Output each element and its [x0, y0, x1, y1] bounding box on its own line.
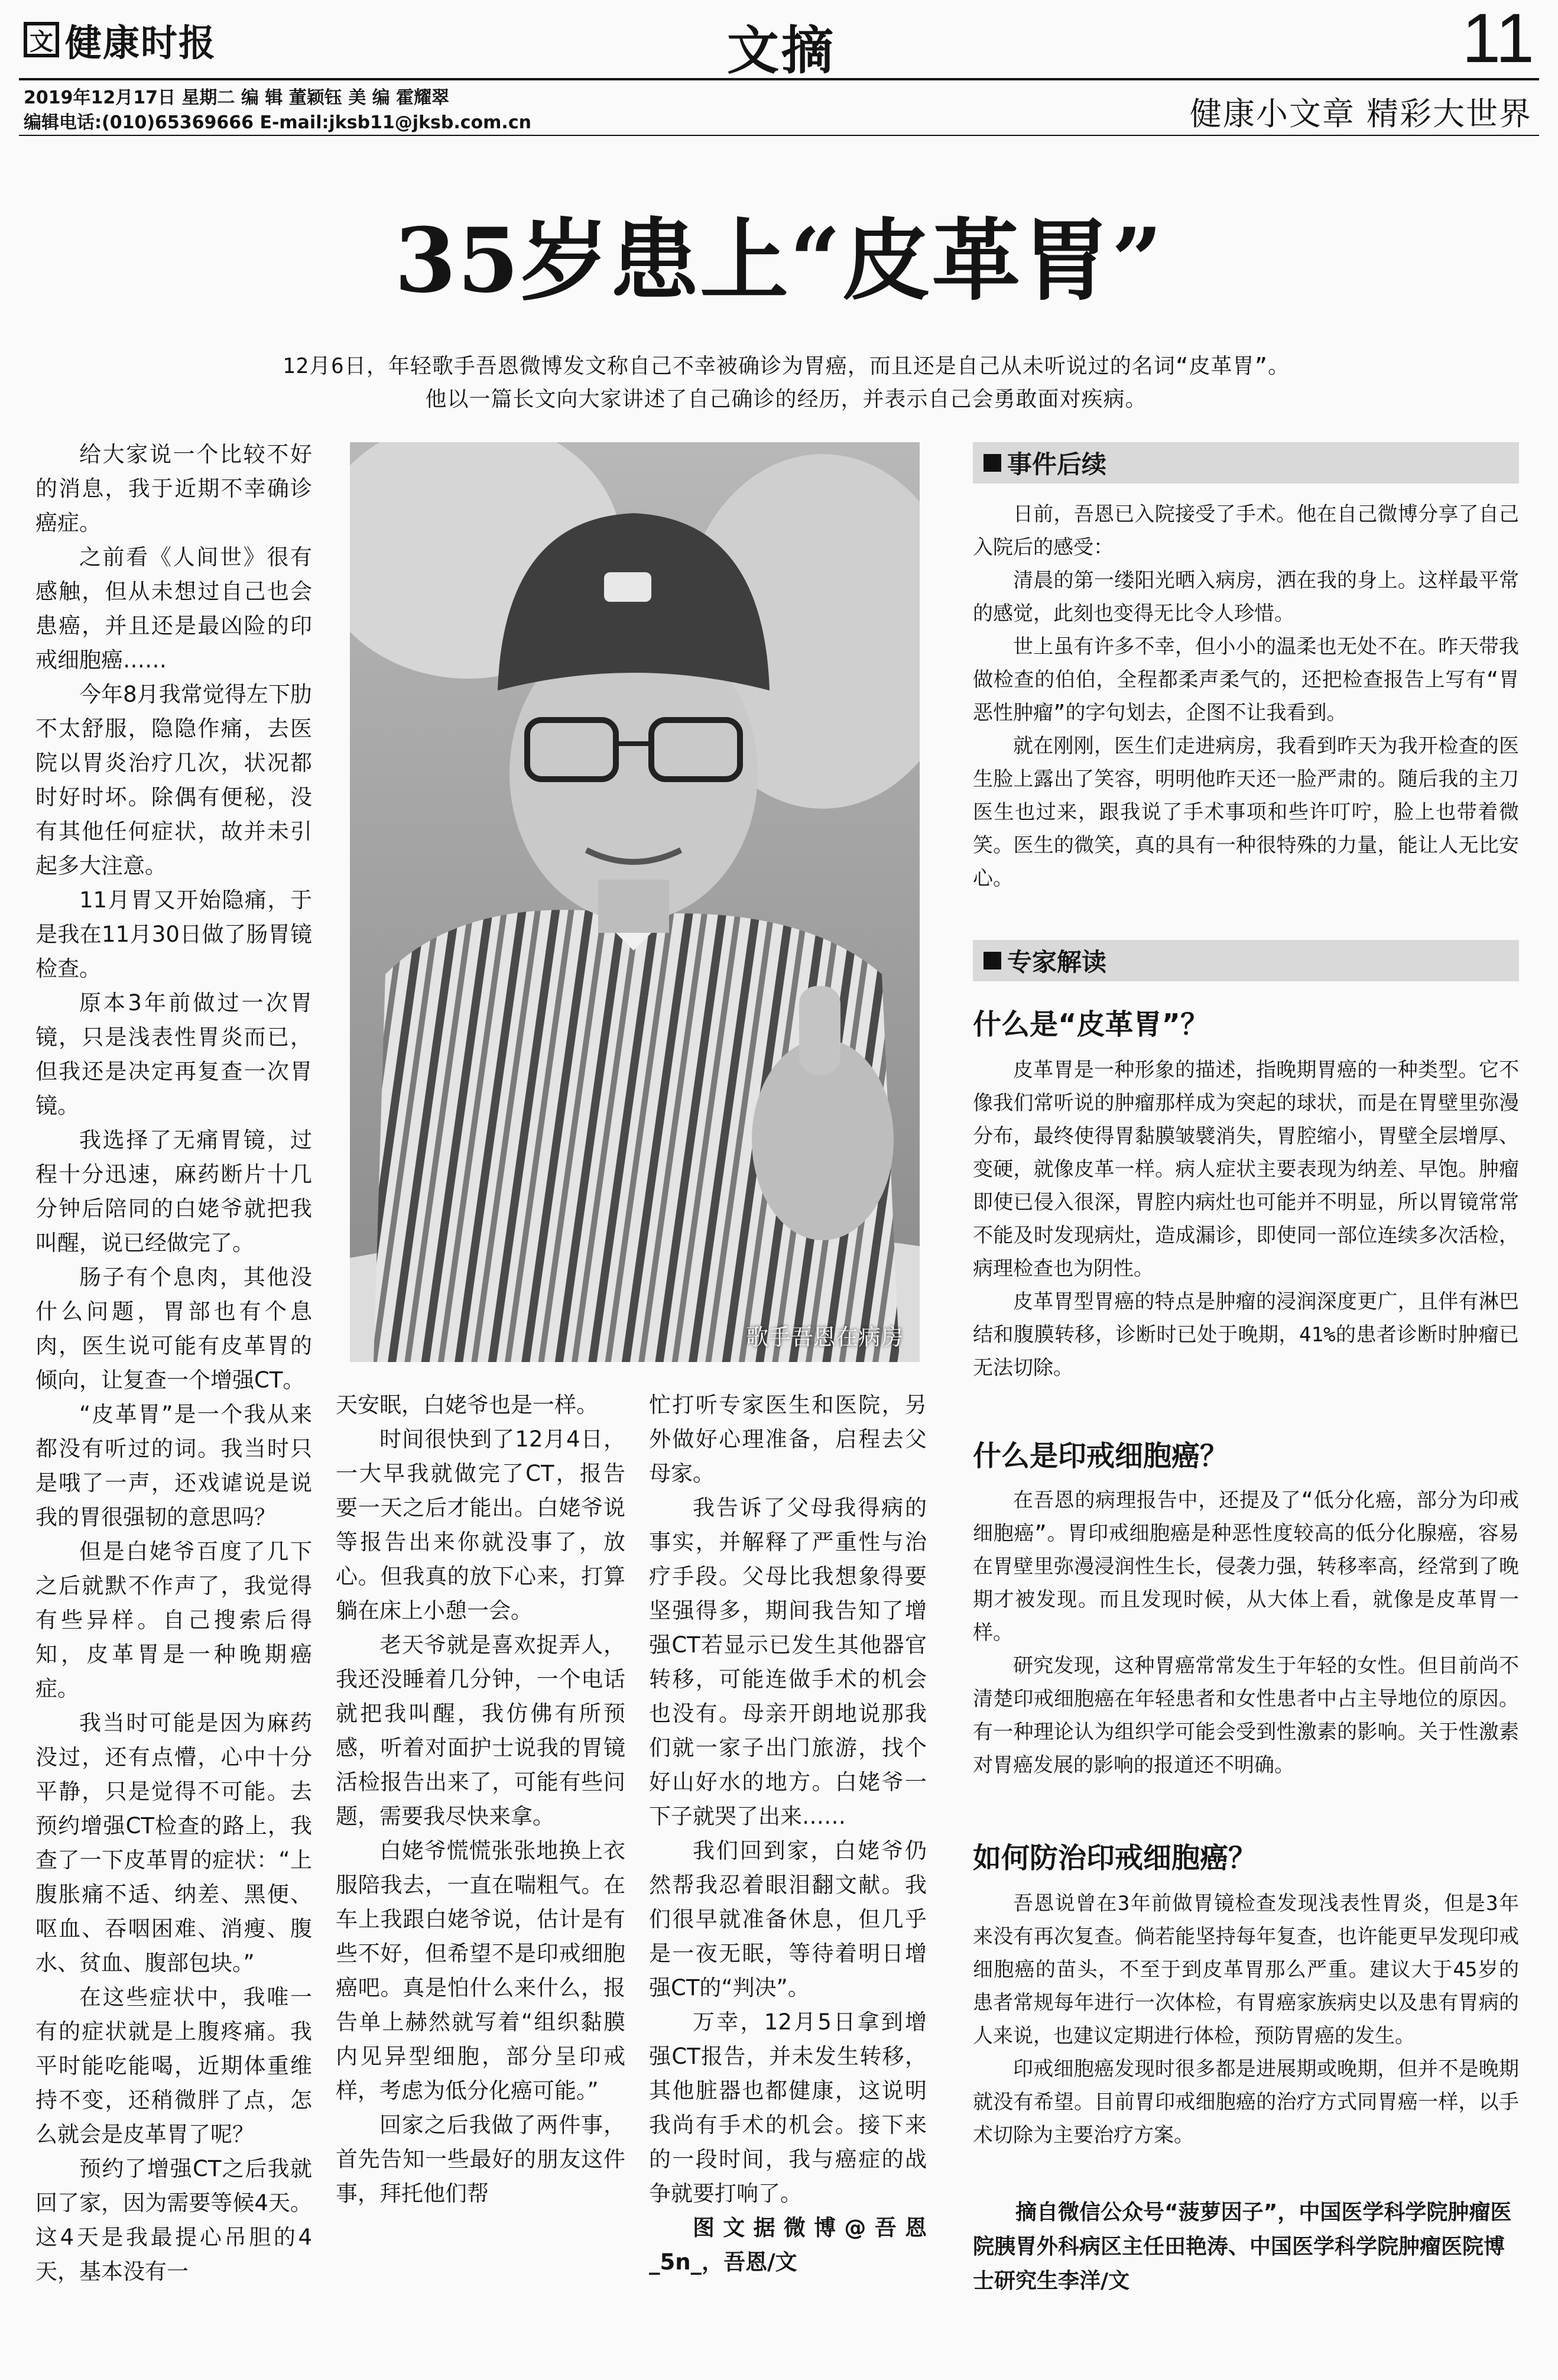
- paragraph: 天安眠，白姥爷也是一样。: [336, 1392, 598, 1418]
- followup-body: [973, 498, 1519, 895]
- paragraph: 时间很快到了12月4日，一大早我就做完了CT，报告要一天之后才能出。白姥爷说等报告出来你就没事了，放心。但我真的放下心来，打算躺在床上小憩一会。: [336, 1426, 625, 1623]
- paragraph: 今年8月我常觉得左下肋不太舒服，隐隐作痛，去医院以胃炎治疗几次，状况都时好时坏。除偶有便秘，没有其他任何症状，故并未引起多大注意。: [35, 682, 312, 878]
- question-heading-1: 什么是“皮革胃”？: [973, 1008, 1209, 1041]
- source-credit: 摘自微信公众号“菠萝因子”，中国医学科学院肿瘤医院胰胃外科病区主任田艳涛、中国医学科学院肿瘤医院博士研究生李洋/文: [973, 2200, 1512, 2293]
- expert-section-head: [973, 940, 1519, 981]
- article-credit: 图文据微博@吾恩_5n_，吾恩/文: [649, 2215, 927, 2275]
- page-number: 11: [1462, 0, 1534, 77]
- followup-section-head: [973, 442, 1519, 484]
- paragraph: 就在刚刚，医生们走进病房，我看到昨天为我开检查的医生脸上露出了笑容，明明他昨天还一脸严肃的。随后我的主刀医生也过来，跟我说了手术事项和些许叮咛，脸上也带着微笑。医生的微笑，真的具有一种很特殊的力量，能让人无比安心。: [973, 734, 1519, 890]
- paragraph: 皮革胃是一种形象的描述，指晚期胃癌的一种类型。它不像我们常听说的肿瘤那样成为突起的球状，而是在胃壁里弥漫分布，最终使得胃黏膜皱襞消失，胃腔缩小，胃壁全层增厚、变硬，就像皮革一样。病人症状主要表现为纳差、早饱。肿瘤即使已侵入很深，胃腔内病灶也可能并不明显，所以胃镜常常不能及时发现病灶，造成漏诊，即使同一部位连续多次活检，病理检查也为阴性。: [973, 1058, 1519, 1280]
- paragraph: 忙打听专家医生和医院，另外做好心理准备，启程去父母家。: [649, 1392, 927, 1486]
- paragraph: 回家之后我做了两件事，首先告知一些最好的朋友这件事，拜托他们帮: [336, 2112, 625, 2206]
- paragraph: 但是白姥爷百度了几下之后就默不作声了，我觉得有些异样。自己搜索后得知，皮革胃是一种晚期癌症。: [35, 1539, 312, 1701]
- paragraph: 11月胃又开始隐痛，于是我在11月30日做了肠胃镜检查。: [35, 887, 312, 981]
- paragraph: 研究发现，这种胃癌常常发生于年轻的女性。但目前尚不清楚印戒细胞癌在年轻患者和女性患者中占主导地位的原因。有一种理论认为组织学可能会受到性激素的影响。关于性激素对胃癌发展的影响的报道还不明确。: [973, 1654, 1519, 1777]
- masthead: [24, 7, 216, 72]
- patient-photo-illustration: [350, 442, 920, 1362]
- article-column-3: [649, 1388, 927, 2335]
- paragraph: 我告诉了父母我得病的事实，并解释了严重性与治疗手段。父母比我想象得要坚强得多，期间我告知了增强CT若显示已发生其他器官转移，可能连做手术的机会也没有。母亲开朗地说那我们就一家子出门旅游，找个好山好水的地方。白姥爷一下子就哭了出来……: [649, 1495, 927, 1829]
- paragraph: “皮革胃”是一个我从来都没有听过的词。我当时只是哦了一声，还戏谑说是说我的胃很强韧的意思吗？: [35, 1402, 312, 1530]
- section-title: 文摘: [727, 20, 836, 81]
- article-headline: 35岁患上“皮革胃”: [394, 209, 1164, 313]
- lede-line: 他以一篇长文向大家讲述了自己确诊的经历，并表示自己会勇敢面对疾病。: [425, 387, 1147, 411]
- expert-head-label: 专家解读: [1007, 948, 1107, 977]
- issue-date-editors: 2019年12月17日 星期二 编 辑 董颖钰 美 编 霍耀翠: [24, 87, 450, 108]
- paragraph: 清晨的第一缕阳光晒入病房，洒在我的身上。这样最平常的感觉，此刻也变得无比令人珍惜。: [973, 569, 1519, 625]
- answer-2: [973, 1484, 1519, 1782]
- answer-3: [973, 1887, 1519, 2152]
- paragraph: 预约了增强CT之后我就回了家，因为需要等候4天。这4天是我最提心吊胆的4天，基本没有一: [35, 2156, 312, 2284]
- header-rule-bottom: [19, 135, 1539, 136]
- paragraph: 万幸，12月5日拿到增强CT报告，并未发生转移，其他脏器也都健康，这说明我尚有手术的机会。接下来的一段时间，我与癌症的战争就要打响了。: [649, 2009, 927, 2206]
- paragraph: 皮革胃型胃癌的特点是肿瘤的浸润深度更广，且伴有淋巴结和腹膜转移，诊断时已处于晚期，41%的患者诊断时肿瘤已无法切除。: [973, 1290, 1519, 1380]
- paragraph: 我当时可能是因为麻药没过，还有点懵，心中十分平静，只是觉得不可能。去预约增强CT检查的路上，我查了一下皮革胃的症状：“上腹胀痛不适、纳差、黑便、呕血、吞咽困难、消瘦、腹水、贫血、腹部包块。”: [35, 1710, 312, 1976]
- paper-name: 健康时报: [65, 21, 217, 64]
- paragraph: 肠子有个息肉，其他没什么问题，胃部也有个息肉，医生说可能有皮革胃的倾向，让复查一个增强CT。: [35, 1264, 312, 1393]
- photo-caption: 歌手吾恩在病房: [745, 1324, 903, 1350]
- paragraph: 世上虽有许多不幸，但小小的温柔也无处不在。昨天带我做检查的伯伯，全程都柔声柔气的，还把检查报告上写有“胃恶性肿瘤”的字句划去，企图不让我看到。: [973, 635, 1519, 725]
- answer-1: [973, 1053, 1519, 1384]
- article-photo: [350, 442, 920, 1362]
- paragraph: 我们回到家，白姥爷仍然帮我忍着眼泪翻文献。我们很早就准备休息，但几乎是一夜无眠，等待着明日增强CT的“判决”。: [649, 1838, 927, 2000]
- lede-line: 12月6日，年轻歌手吾恩微博发文称自己不幸被确诊为胃癌，而且还是自己从未听说过的名词“皮革胃”。: [282, 354, 1290, 378]
- question-heading-3: 如何防治印戒细胞癌？: [973, 1841, 1257, 1875]
- paragraph: 在这些症状中，我唯一有的症状就是上腹疼痛。我平时能吃能喝，近期体重维持不变，还稍微胖了点，怎么就会是皮革胃了呢？: [35, 1985, 312, 2147]
- question-heading-2: 什么是印戒细胞癌？: [973, 1439, 1229, 1473]
- newspaper-logo-icon: 文: [24, 22, 59, 57]
- paragraph: 印戒细胞癌发现时很多都是进展期或晚期，但并不是晚期就没有希望。目前胃印戒细胞癌的治疗方式同胃癌一样，以手术切除为主要治疗方案。: [973, 2057, 1519, 2147]
- paragraph: 吾恩说曾在3年前做胃镜检查发现浅表性胃炎，但是3年来没有再次复查。倘若能坚持每年复查，也许能更早发现印戒细胞癌的苗头，不至于到皮革胃那么严重。建议大于45岁的患者常规每年进行一次体检，有胃癌家族病史以及患有胃病的人来说，也建议定期进行体检，预防胃癌的发生。: [973, 1892, 1520, 2048]
- article-column-2: [336, 1388, 625, 2335]
- header-rule: [19, 78, 1539, 80]
- paragraph: 白姥爷慌慌张张地换上衣服陪我去，一直在喘粗气。在车上我跟白姥爷说，估计是有些不好，但希望不是印戒细胞癌吧。真是怕什么来什么，报告单上赫然就写着“组织黏膜内见异型细胞，部分呈印戒样，考虑为低分化癌可能。”: [336, 1838, 625, 2103]
- editor-contact: 编辑电话:(010)65369666 E-mail:jksb11@jksb.com.cn: [24, 112, 531, 133]
- paragraph: 之前看《人间世》很有感触，但从未想过自己也会患癌，并且还是最凶险的印戒细胞癌……: [35, 544, 312, 673]
- paragraph: 我选择了无痛胃镜，过程十分迅速，麻药断片十几分钟后陪同的白姥爷就把我叫醒，说已经做完了。: [35, 1127, 312, 1256]
- article-column-1: [35, 437, 312, 2335]
- square-bullet-icon: [984, 952, 1001, 969]
- followup-head-label: 事件后续: [1007, 450, 1107, 479]
- square-bullet-icon: [984, 454, 1001, 472]
- paragraph: 日前，吾恩已入院接受了手术。他在自己微博分享了自己入院后的感受：: [973, 502, 1519, 559]
- paragraph: 老天爷就是喜欢捉弄人，我还没睡着几分钟，一个电话就把我叫醒，我仿佛有所预感，听着对面护士说我的胃镜活检报告出来了，可能有些问题，需要我尽快来拿。: [336, 1632, 625, 1829]
- paragraph: 给大家说一个比较不好的消息，我于近期不幸确诊癌症。: [35, 442, 312, 536]
- article-lede: [195, 350, 1377, 416]
- paragraph: 在吾恩的病理报告中，还提及了“低分化癌，部分为印戒细胞癌”。胃印戒细胞癌是种恶性度较高的低分化腺癌，容易在胃壁里弥漫浸润性生长，侵袭力强，转移率高，经常到了晚期才被发现。而且发现时候，从大体上看，就像是皮革胃一样。: [973, 1489, 1519, 1645]
- paragraph: 原本3年前做过一次胃镜，只是浅表性胃炎而已，但我还是决定再复查一次胃镜。: [35, 990, 312, 1118]
- page-slogan: 健康小文章 精彩大世界: [1189, 95, 1532, 132]
